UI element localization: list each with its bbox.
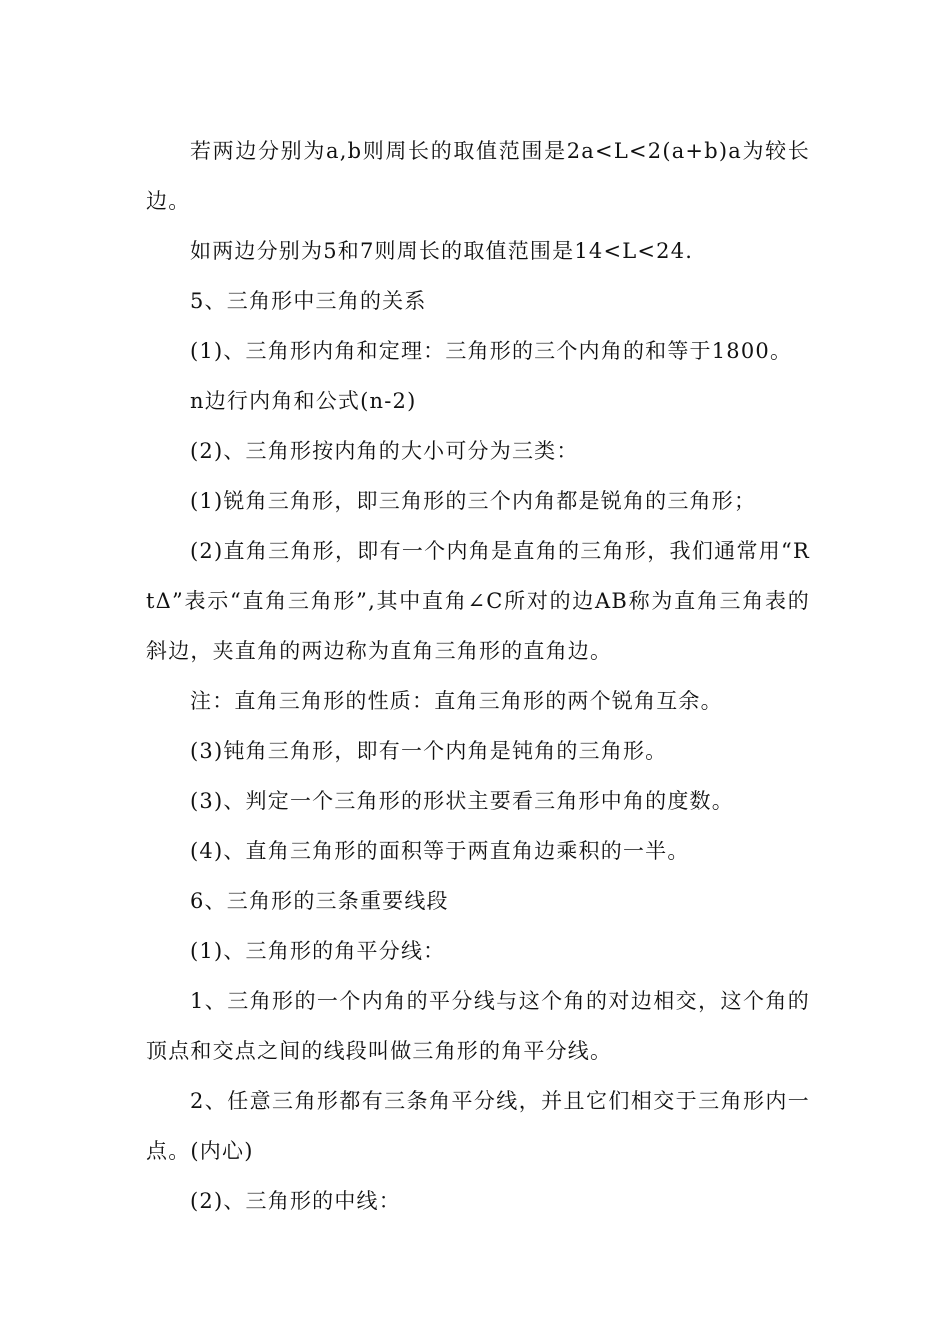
paragraph-right-triangle: (2)直角三角形，即有一个内角是直角的三角形，我们通常用“RtΔ”表示“直角三角形”,其中直角∠C所对的边AB称为直角三角表的斜边，夹直角的两边称为直角三角形的直角边。 bbox=[146, 539, 810, 663]
paragraph-perimeter-range: 若两边分别为a,b则周长的取值范围是2a<L<2(a+b)a为较长边。 bbox=[146, 139, 810, 213]
paragraph-shape-determination: (3)、判定一个三角形的形状主要看三角形中角的度数。 bbox=[190, 789, 734, 813]
paragraph-angle-bisector-definition: 1、三角形的一个内角的平分线与这个角的对边相交，这个角的顶点和交点之间的线段叫做三角形的角平分线。 bbox=[146, 989, 810, 1063]
paragraph-polygon-angle-formula: n边行内角和公式(n-2) bbox=[190, 389, 417, 413]
paragraph-obtuse-triangle: (3)钝角三角形，即有一个内角是钝角的三角形。 bbox=[190, 739, 668, 763]
paragraph-median-heading: (2)、三角形的中线： bbox=[190, 1189, 401, 1213]
paragraph-perimeter-example: 如两边分别为5和7则周长的取值范围是14<L<24. bbox=[190, 239, 694, 263]
section-heading-important-segments: 6、三角形的三条重要线段 bbox=[190, 889, 449, 913]
paragraph-angle-bisector-heading: (1)、三角形的角平分线： bbox=[190, 939, 446, 963]
paragraph-classification: (2)、三角形按内角的大小可分为三类： bbox=[190, 439, 579, 463]
paragraph-acute-triangle: (1)锐角三角形，即三角形的三个内角都是锐角的三角形； bbox=[190, 489, 757, 513]
paragraph-right-triangle-area: (4)、直角三角形的面积等于两直角边乘积的一半。 bbox=[190, 839, 690, 863]
paragraph-right-triangle-property: 注：直角三角形的性质：直角三角形的两个锐角互余。 bbox=[190, 689, 723, 713]
paragraph-angle-sum-theorem: (1)、三角形内角和定理：三角形的三个内角的和等于1800。 bbox=[190, 339, 793, 363]
paragraph-incenter: 2、任意三角形都有三条角平分线，并且它们相交于三角形内一点。(内心) bbox=[146, 1089, 810, 1163]
section-heading-angle-relations: 5、三角形中三角的关系 bbox=[190, 289, 427, 313]
